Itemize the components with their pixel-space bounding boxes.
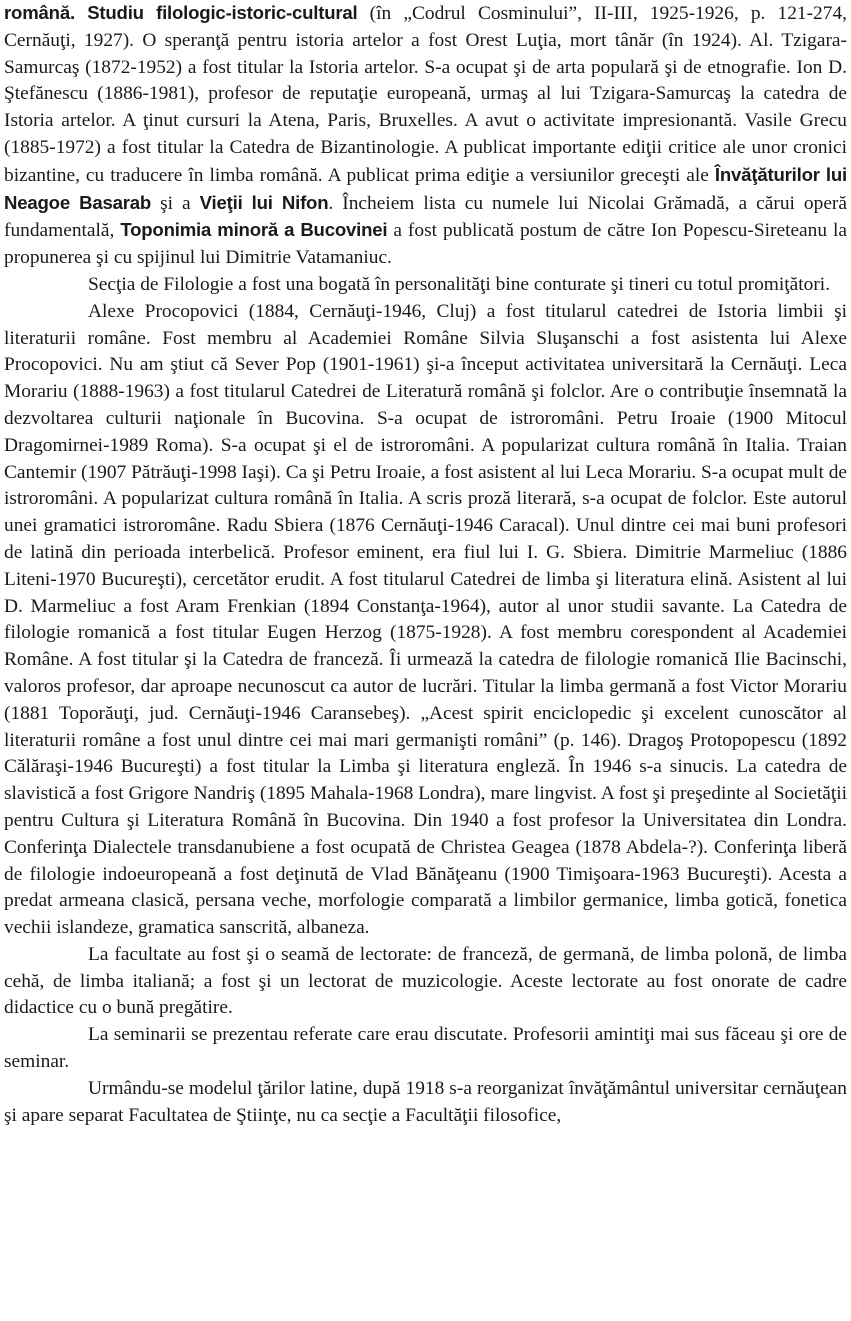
bold-title: română. Studiu filologic-istoric-cultural	[4, 2, 358, 23]
text-segment: (în „Codrul Cosminului”, II-III, 1925-1926, p. 121-274, Cernăuţi, 1927). O speranţă pentru istoria artelor a fost Orest Luţia, mort tânăr (în 1924). Al. Tzigara-Samurcaş (1872-1952) a fost titular la Istoria artelor. S-a ocupat şi de arta populară şi de etnografie. Ion D. Ştefănescu (1886-1981), profesor de reputaţie europeană, urmaş al lui Tzigara-Samurcaş la catedra de Istoria artelor. A ţinut cursuri la Atena, Paris, Bruxelles. A avut o activitate impresionantă. Vasile Grecu (1885-1972) a fost titular la Catedra de Bizantinologie. A publicat importante ediţii critice ale unor cronici bizantine, cu traducere în limba română. A publicat prima ediţie a versiunilor greceşti ale	[4, 3, 847, 186]
text-segment: Urmându-se modelul ţărilor latine, după 1918 s-a reorganizat învăţământul universitar cernăuţean şi apare separat Facultatea de Ştiinţe, nu ca secţie a Facultăţii filosofice,	[4, 1077, 847, 1126]
text-segment: La seminarii se prezentau referate care erau discutate. Profesorii amintiţi mai sus făceau şi ore de seminar.	[4, 1024, 847, 1073]
paragraph	[4, 299, 847, 942]
text-segment: La facultate au fost şi o seamă de lectorate: de franceză, de germană, de limba polonă, de limba cehă, de limba italiană; a fost şi un lectorat de muzicologie. Aceste lectorate au fost onorate de cadre didactice cu o bună pregătire.	[4, 943, 847, 1019]
paragraph	[4, 942, 847, 1022]
paragraph	[4, 1076, 847, 1130]
text-segment: a fost publicată postum de către Ion Popescu-Sireteanu la propunerea şi cu spijinul lui Dimitrie Vatamaniuc.	[4, 220, 848, 269]
paragraph	[4, 1022, 847, 1076]
bold-title: Toponimia minoră a Bucovinei	[120, 219, 388, 241]
text-segment: Alexe Procopovici (1884, Cernăuţi-1946, Cluj) a fost titularul catedrei de Istoria limbii şi literaturii române. Fost membru al Academiei Române Silvia Sluşanschi a fost asistenta lui Alexe Procopovici. Nu am ştiut că Sever Pop (1901-1961) şi-a început activitatea universitară la Cernăuţi. Leca Morariu (1888-1963) a fost titularul Catedrei de Literatură română şi folclor. Are o contribuţie însemnată la dezvoltarea culturii naţionale în Bucovina. S-a ocupat de istroromâni. Petru Iroaie (1900 Mitocul Dragomirnei-1989 Roma). S-a ocupat şi el de istroromâni. A popularizat cultura română în Italia. Traian Cantemir (1907 Pătrăuţi-1998 Iaşi). Ca şi Petru Iroaie, a fost asistent al lui Leca Morariu. S-a ocupat mult de istroromâni. A popularizat cultura română în Italia. A scris proză literară, s-a ocupat de folclor. Este autorul unei gramatici istroromâne. Radu Sbiera (1876 Cernăuţi-1946 Caracal). Unul dintre cei mai buni profesori de latină din perioada interbelică. Profesor eminent, era fiul lui I. G. Sbiera. Dimitrie Marmeliuc (1886 Liteni-1970 Bucureşti), cercetător erudit. A fost titularul Catedrei de limba şi literatura elină. Asistent al lui D. Marmeliuc a fost Aram Frenkian (1894 Constanţa-1964), autor al unor studii savante. La Catedra de filologie romanică a fost titular Eugen Herzog (1875-1928). A fost membru corespondent al Academiei Române. A fost titular şi la Catedra de franceză. Îi urmează la catedra de filologie romanică Ilie Bacinschi, valoros profesor, dar aproape necunoscut ca autor de lucrări. Titular la limba germană a fost Victor Morariu (1881 Toporăuţi, jud. Cernăuţi-1946 Caransebeş). „Acest spirit enciclopedic şi excelent cunoscător al literaturii române a fost unul dintre cei mai mari germanişti români” (p. 146). Dragoş Protopopescu (1892 Călăraşi-1946 Bucureşti) a fost titular la Limba şi literatura engleză. În 1946 s-a sinucis. La catedra de slavistică a fost Grigore Nandriş (1895 Mahala-1968 Londra), mare lingvist. A fost şi preşedinte al Societăţii pentru Cultura şi Literatura Română în Bucovina. Din 1940 a fost profesor la Universitatea din Londra. Conferinţa Dialectele transdanubiene a fost ocupată de Christea Geagea (1878 Abdela-?). Conferinţa liberă de filologie indoeuropeană a fost deţinută de Vlad Bănăţeanu (1900 Timişoara-1963 Bucureşti). Acesta a predat armeana clasică, persana veche, morfologie comparată a limbilor germanice, limba gotică, fonetica vechii islandeze, gramatica sanscrită, albaneza.	[4, 300, 847, 939]
bold-title: Vieţii lui Nifon	[199, 191, 329, 213]
text-segment: şi a	[151, 192, 200, 214]
bold-title: Învăţăturilor lui Neagoe Basarab	[4, 163, 847, 213]
paragraph	[4, 0, 847, 272]
paragraph	[4, 272, 847, 299]
text-segment: . Încheiem lista cu numele lui Nicolai Grămadă, a cărui operă fundamentală,	[4, 192, 847, 242]
text-segment: Secţia de Filologie a fost una bogată în personalităţi bine conturate şi tineri cu totul promiţători.	[88, 273, 831, 295]
